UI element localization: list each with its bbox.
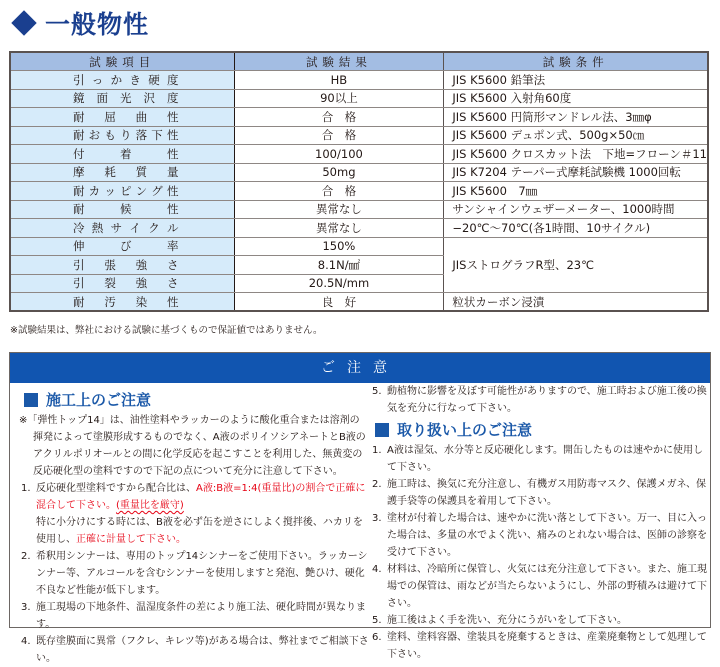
table-row — [10, 126, 708, 145]
construction-intro: ※「弾性トップ14」は、油性塗料やラッカーのように酸化重合または溶剤の揮発によって塗膜形成するものでなく、A液のポリイソシアネートとB液のアクリルポリオールとの間に化学反応を起こすことを利用した、無黄変の反応硬化型の塗料ですので下記の点について充分に注意して下さい。 — [19, 415, 366, 477]
test-result-cell: 異常なし — [234, 219, 444, 238]
header-test-item: 試験項目 — [10, 52, 234, 71]
diamond-icon — [11, 10, 36, 35]
test-item-cell: 耐 候 性 — [10, 200, 234, 219]
test-condition-cell: 粒状カーボン浸漬 — [444, 293, 708, 312]
measure-warning: 正確に計量して下さい。 — [76, 534, 186, 545]
test-item-cell: 耐 カ ッ ピ ン グ 性 — [10, 182, 234, 201]
footnote: ※試験結果は、弊社における試験に基づくもので保証値ではありません。 — [10, 325, 323, 336]
handling-item-6: 6. 塗料、塗料容器、塗装具を廃棄するときは、産業廃棄物として処理して下さい。 — [372, 632, 707, 660]
table-row — [10, 163, 708, 182]
test-result-cell: 異常なし — [234, 200, 444, 219]
table-row — [10, 219, 708, 238]
header-test-result: 試験結果 — [234, 52, 444, 71]
test-item-cell: 伸 び 率 — [10, 237, 234, 256]
test-result-cell: HB — [234, 71, 444, 90]
test-condition-cell: サンシャインウェザーメーター、1000時間 — [444, 200, 708, 219]
test-condition-cell: JIS K7204 テーパー式摩耗試験機 1000回転 — [444, 163, 708, 182]
square-bullet-icon — [24, 393, 38, 407]
test-condition-cell: JIS K5600 クロスカット法 下地=フローン＃11 — [444, 145, 708, 164]
test-result-cell: 90以上 — [234, 89, 444, 108]
test-result-cell: 150% — [234, 237, 444, 256]
header-test-condition: 試験条件 — [444, 52, 708, 71]
strict-ratio-warning: (重量比を厳守) — [116, 500, 184, 511]
test-item-cell: 冷 熱 サ イ ク ル — [10, 219, 234, 238]
test-condition-cell: JIS K5600 円筒形マンドレル法、3㎜φ — [444, 108, 708, 127]
test-result-cell: 50mg — [234, 163, 444, 182]
handling-title: 取り扱い上のご注意 — [370, 419, 708, 441]
handling-list — [370, 442, 708, 663]
handling-item-3: 3. 塗材が付着した場合は、速やかに洗い落として下さい。万一、目に入った場合は、多量の水でよく洗い、痛みのとれない場合は、医師の診察を受けて下さい。 — [372, 513, 707, 558]
test-result-cell: 合 格 — [234, 108, 444, 127]
caution-box — [9, 352, 711, 664]
test-item-cell: 付 着 性 — [10, 145, 234, 164]
test-item-cell: 鏡 面 光 沢 度 — [10, 89, 234, 108]
test-item-cell: 耐 お も り 落 下 性 — [10, 126, 234, 145]
handling-item-2: 2. 施工時は、換気に充分注意し、有機ガス用防毒マスク、保護メガネ、保護手袋等の保護具を着用して下さい。 — [372, 479, 706, 507]
handling-item-4: 4. 材料は、冷暗所に保管し、火気には充分注意して下さい。また、施工現場での保管は、雨などが当たらないようにし、外部の野積みは避けて下さい。 — [372, 564, 707, 609]
construction-item-3: 3. 施工現場の下地条件、温湿度条件の差により施工法、硬化時間が異なります。 — [21, 602, 366, 630]
caution-header: ご注意 — [10, 353, 710, 383]
test-result-cell: 合 格 — [234, 126, 444, 145]
properties-table — [9, 51, 709, 312]
test-result-cell: 100/100 — [234, 145, 444, 164]
table-row — [10, 182, 708, 201]
test-condition-cell: JIS K5600 鉛筆法 — [444, 71, 708, 90]
handling-item-1: 1. A液は湿気、水分等と反応硬化します。開缶したものは速やかに使用して下さい。 — [372, 445, 704, 473]
test-item-cell: 摩 耗 質 量 — [10, 163, 234, 182]
table-row — [10, 200, 708, 219]
test-item-cell: 引 っ か き 硬 度 — [10, 71, 234, 90]
table-header-row — [10, 52, 708, 71]
test-condition-cell: −20℃〜70℃(各1時間、10サイクル) — [444, 219, 708, 238]
test-condition-cell: JIS K5600 デュポン式、500g×50㎝ — [444, 126, 708, 145]
table-row — [10, 108, 708, 127]
table-row — [10, 71, 708, 90]
construction-item-5: 5. 動植物に影響を及ぼす可能性がありますので、施工時および施工後の換気を充分に行なって下さい。 — [372, 386, 707, 414]
test-item-cell: 耐 汚 染 性 — [10, 293, 234, 312]
test-result-cell: 8.1N/㎟ — [234, 256, 444, 275]
square-bullet-icon — [375, 423, 389, 437]
construction-item-4: 4. 既存塗膜面に異常（フクレ、キレツ等)がある場合は、弊社までご相談下さい。 — [21, 636, 369, 664]
construction-item-1: 1. 反応硬化型塗料ですから配合比は、A液:B液=1:4(重量比)の割合で正確に混合して下さい。(重量比を厳守) 特に小分けにする時には、B液を必ず缶を逆さにしよく撹拌後、ハカリを使用し、正確に計量して下さい。 — [21, 483, 366, 545]
test-condition-cell: JIS K5600 7㎜ — [444, 182, 708, 201]
mix-ratio-warning: A液:B液=1:4(重量比)の割合で正確に混合して下さい。 — [36, 483, 366, 511]
test-result-cell: 合 格 — [234, 182, 444, 201]
table-row — [10, 145, 708, 164]
table-row — [10, 89, 708, 108]
test-condition-cell: JIS K5600 入射角60度 — [444, 89, 708, 108]
construction-item-2: 2. 希釈用シンナーは、専用のトップ14シンナーをご使用下さい。ラッカーシンナー等、アルコールを含むシンナーを使用しますと発泡、艶ひけ、硬化不良など性能が低下します。 — [21, 551, 368, 596]
table-row — [10, 237, 708, 256]
test-result-cell: 20.5N/mm — [234, 274, 444, 293]
caution-left-column — [19, 389, 369, 667]
construction-title: 施工上のご注意 — [19, 389, 369, 411]
test-item-cell: 引 張 強 さ — [10, 256, 234, 275]
test-condition-cell: JISストログラフR型、23℃ — [444, 237, 708, 293]
caution-right-column — [370, 383, 708, 663]
test-item-cell: 耐 屈 曲 性 — [10, 108, 234, 127]
test-result-cell: 良 好 — [234, 293, 444, 312]
page-title: 一般物性 — [45, 10, 150, 39]
handling-item-5: 5. 施工後はよく手を洗い、充分にうがいをして下さい。 — [372, 615, 627, 626]
section-title — [10, 8, 149, 38]
test-item-cell: 引 裂 強 さ — [10, 274, 234, 293]
table-row — [10, 293, 708, 312]
